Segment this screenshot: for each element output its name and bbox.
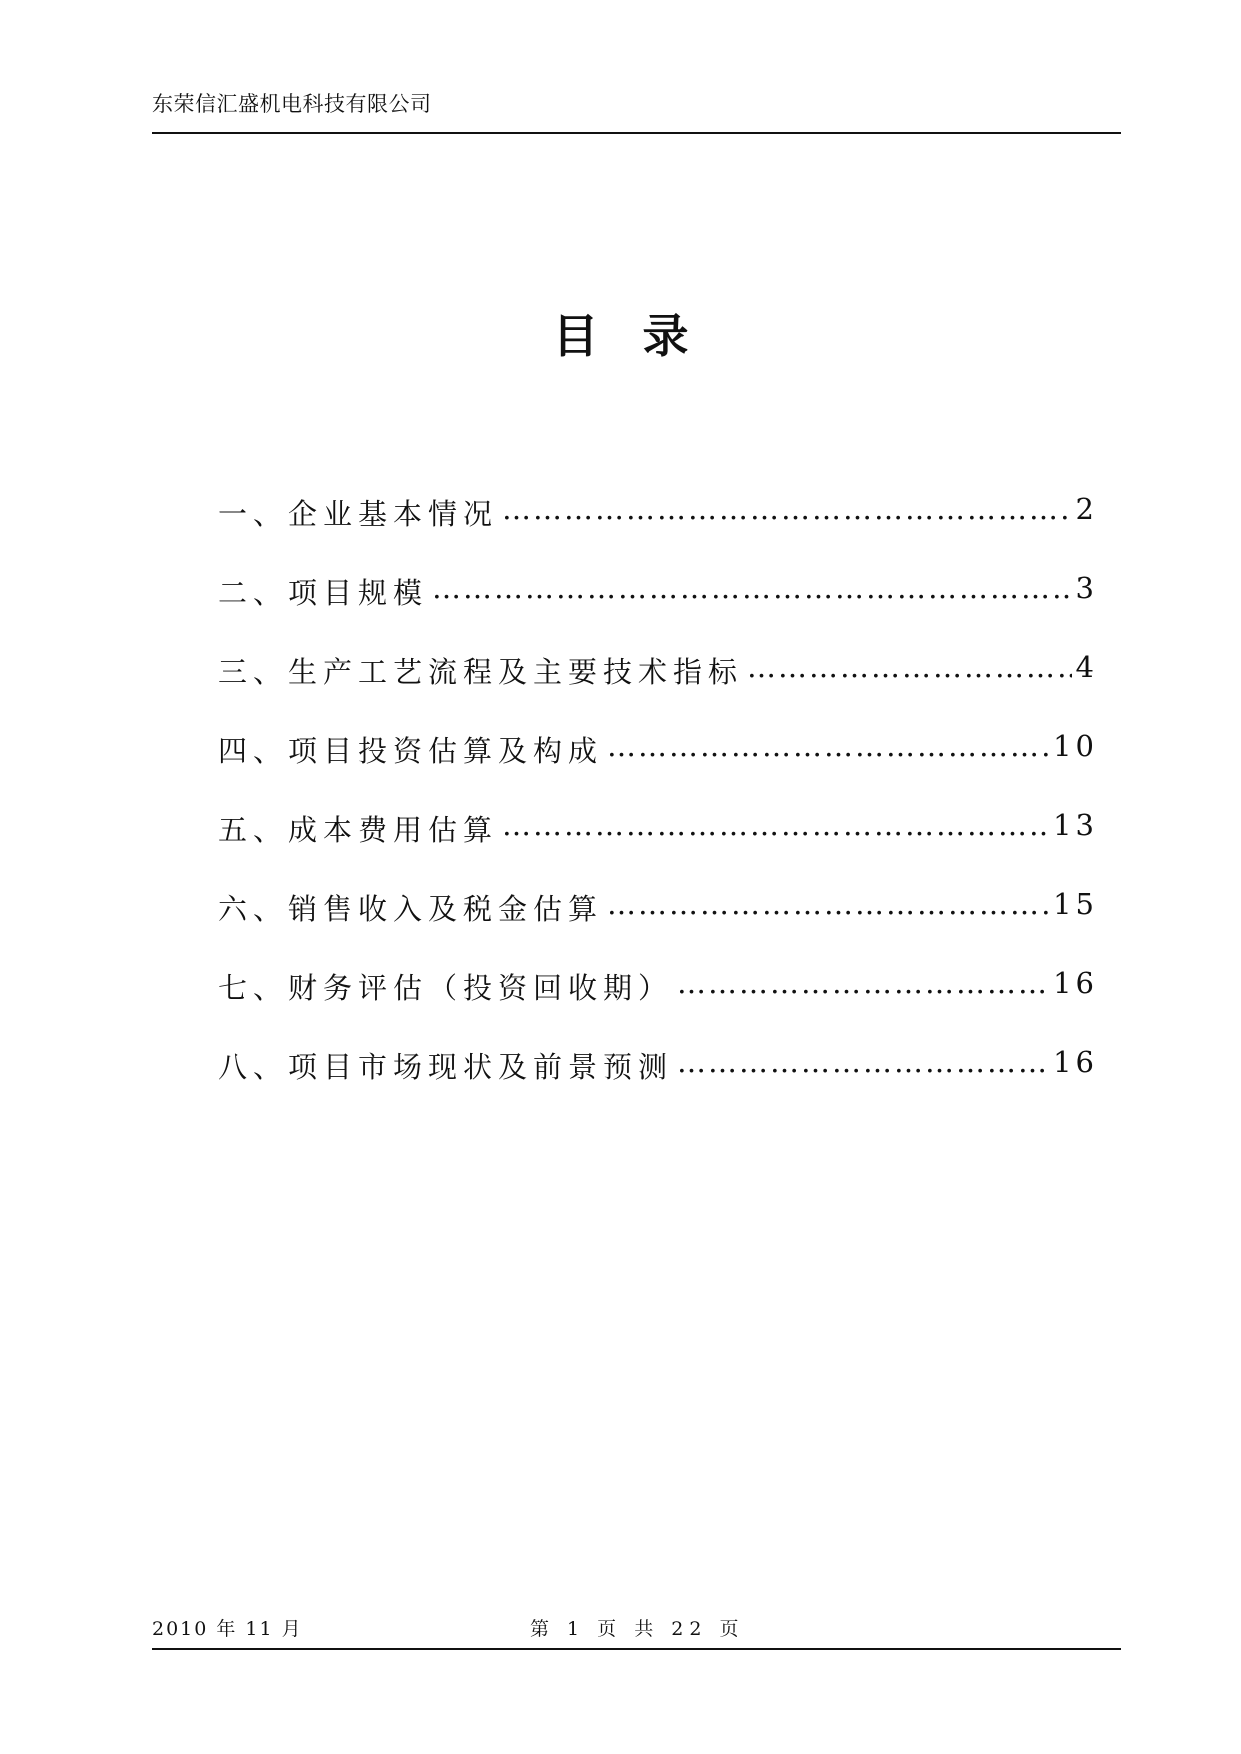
toc-entry-title: 四、项目投资估算及构成: [218, 734, 604, 768]
toc-entry[interactable]: [218, 1045, 1098, 1124]
toc-entry[interactable]: [218, 571, 1098, 650]
dot-leader: [432, 571, 1072, 605]
table-of-contents: [218, 492, 1098, 1124]
toc-entry[interactable]: [218, 729, 1098, 808]
footer-page-number: 第 1 页 共 22 页: [530, 1618, 745, 1640]
footer-divider: [152, 1648, 1121, 1650]
toc-entry-page: 4: [1075, 650, 1098, 684]
dot-leader: [677, 1045, 1049, 1079]
toc-entry[interactable]: [218, 887, 1098, 966]
toc-entry-page: 15: [1053, 887, 1098, 921]
toc-entry-title: 一、企业基本情况: [218, 497, 499, 531]
dot-leader: [502, 492, 1072, 526]
dot-leader: [677, 966, 1049, 1000]
toc-entry-title: 五、成本费用估算: [218, 813, 499, 847]
toc-entry[interactable]: [218, 650, 1098, 729]
toc-entry-title: 二、项目规模: [218, 576, 429, 610]
dot-leader: [747, 650, 1072, 684]
toc-entry-page: 3: [1075, 571, 1098, 605]
toc-entry-title: 三、生产工艺流程及主要技术指标: [218, 655, 744, 689]
company-header: 东荣信汇盛机电科技有限公司: [152, 92, 432, 116]
toc-entry-title: 七、财务评估（投资回收期）: [218, 971, 674, 1005]
footer-date: 2010 年 11 月: [152, 1618, 303, 1640]
header-divider: [152, 132, 1121, 134]
toc-entry[interactable]: [218, 492, 1098, 571]
toc-entry-page: 10: [1053, 729, 1098, 763]
dot-leader: [607, 729, 1049, 763]
toc-entry-page: 16: [1053, 1045, 1098, 1079]
toc-entry-page: 16: [1053, 966, 1098, 1000]
toc-entry-title: 六、销售收入及税金估算: [218, 892, 604, 926]
toc-entry[interactable]: [218, 808, 1098, 887]
toc-entry-page: 2: [1075, 492, 1098, 526]
page-title: 目录: [552, 309, 733, 363]
toc-entry[interactable]: [218, 966, 1098, 1045]
toc-entry-page: 13: [1053, 808, 1098, 842]
dot-leader: [502, 808, 1049, 842]
dot-leader: [607, 887, 1049, 921]
toc-entry-title: 八、项目市场现状及前景预测: [218, 1050, 674, 1084]
